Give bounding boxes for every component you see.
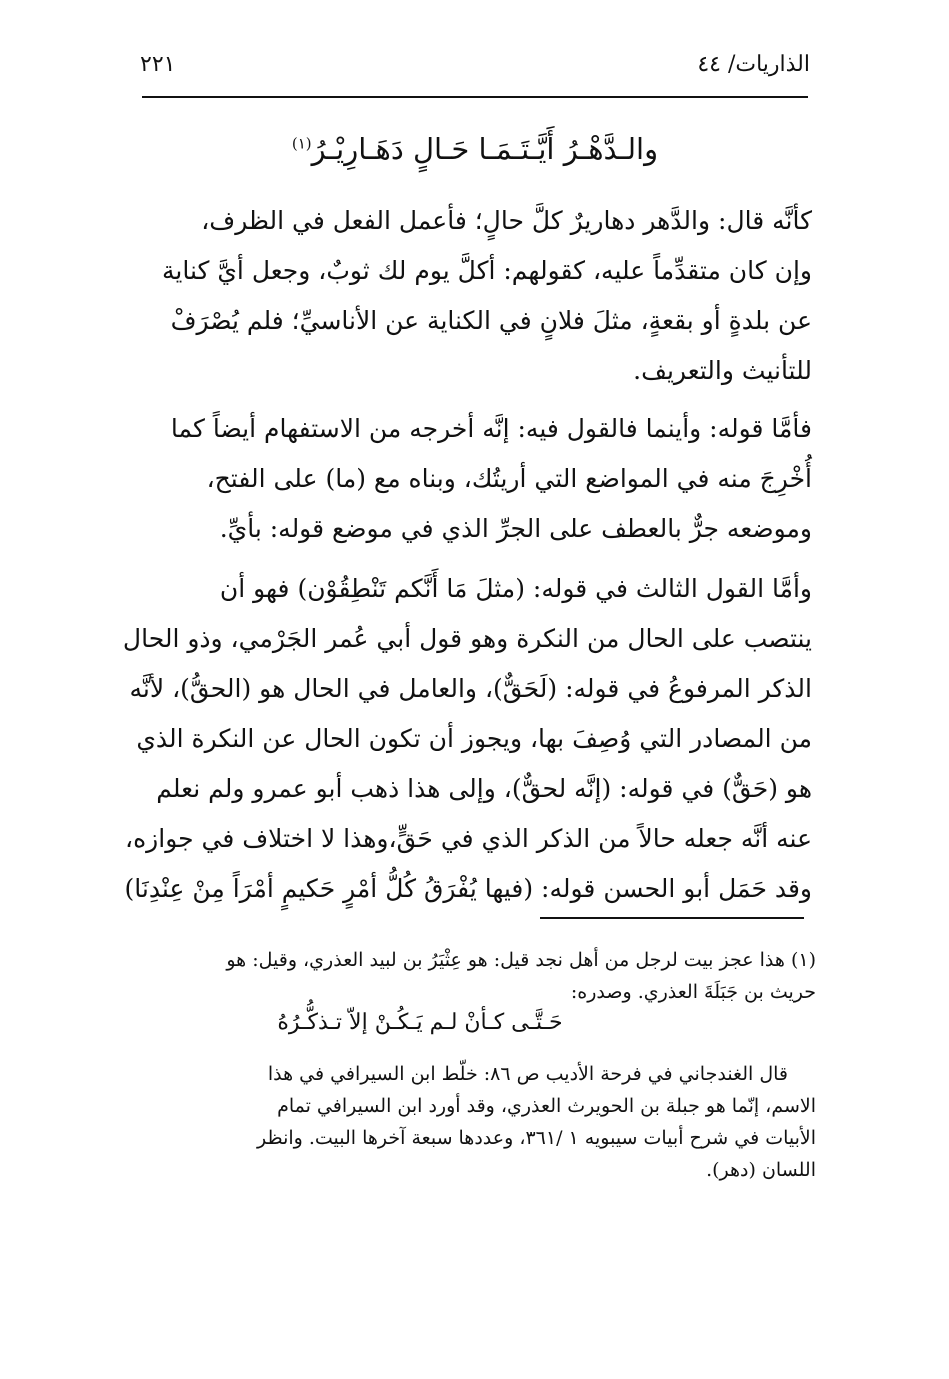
footnote-verse: حَـتَّـى كـأنْ لـم يَـكُـنْ إلاّ تـذكُّـرُهُ	[277, 1010, 563, 1035]
page-number: ٢٢١	[140, 52, 176, 77]
footnote-line: حريث بن جَبَلَةَ العذري. وصدره:	[570, 981, 816, 1003]
verse-text: والـدَّهْـرُ أَيَّـتَـمَـا حَـالٍ دَهَـارِيْـرُ	[311, 132, 659, 166]
paragraph-line: وموضعه جرٌّ بالعطف على الجرِّ الذي في موضع قوله: بأيِّ.	[219, 514, 812, 543]
footnote-line: اللسان (دهر).	[706, 1159, 816, 1181]
footnote-body	[116, 1058, 816, 1186]
paragraph-line: كأنَّه قال: والدَّهر دهاريرٌ كلَّ حالٍ؛ فأعمل الفعل في الظرف،	[201, 206, 812, 235]
paragraph-line: وأمَّا القول الثالث في قوله: (مثلَ مَا أَنَّكم تَنْطِقُوْن) فهو أن	[219, 574, 812, 603]
footnote-line: (١) هذا عجز بيت لرجل من أهل نجد قيل: هو عِثْيَرُ بن لبيد العذري، وقيل: هو	[226, 949, 816, 971]
verse-line	[140, 132, 810, 166]
paragraph-line: هو (حَقٌّ) في قوله: (إنَّه لحقٌّ)، وإلى هذا ذهب أبو عمرو ولم نعلم	[156, 774, 812, 803]
paragraph-line: وقد حَمَل أبو الحسن قوله: (فيها يُفْرَقُ كُلُّ أمْرٍ حَكيمٍ أمْرَاً مِنْ عِنْدِنَا)	[124, 874, 812, 903]
header-title: الذاريات/ ٤٤	[697, 52, 810, 77]
paragraph-line: الذكر المرفوعُ في قوله: (لَحَقٌّ)، والعامل في الحال هو (الحقُّ)، لأنَّه	[129, 674, 812, 703]
footnote-line: الاسم، إنّما هو جبلة بن الحويرث العذري، وقد أورد ابن السيرافي تمام	[277, 1095, 816, 1117]
paragraph-line: أُخْرِجَ منه في المواضع التي أريتُك، وبناه مع (ما) على الفتح،	[206, 464, 812, 493]
paragraph-3	[116, 564, 812, 914]
footnote-rule	[540, 917, 804, 919]
paragraph-line: ينتصب على الحال من النكرة وهو قول أبي عُمر الجَرْمي، وذو الحال	[122, 624, 812, 653]
paragraph-line: من المصادر التي وُصِفَ بها، ويجوز أن تكون الحال عن النكرة الذي	[136, 724, 812, 753]
footnote-line: الأبيات في شرح أبيات سيبويه ١ /٣٦١، وعددها سبعة آخرها البيت. وانظر	[257, 1127, 816, 1149]
paragraph-1	[116, 196, 812, 396]
paragraph-line: وإن كان متقدِّماً عليه، كقولهم: أكلَّ يوم لك ثوبٌ، وجعل أيَّ كناية	[161, 256, 812, 285]
paragraph-2	[116, 404, 812, 554]
paragraph-line: عن بلدةٍ أو بقعةٍ، مثلَ فلانٍ في الكناية عن الأناسيِّ؛ فلم يُصْرَفْ	[170, 306, 812, 335]
footnote-ref: (١)	[291, 134, 312, 153]
running-header	[140, 52, 810, 92]
header-rule	[142, 96, 808, 98]
paragraph-line: للتأنيث والتعريف.	[633, 356, 812, 385]
footnote-intro	[116, 944, 816, 1008]
paragraph-line: فأمَّا قوله: وأينما فالقول فيه: إنَّه أخرجه من الاستفهام أيضاً كما	[170, 414, 812, 443]
footnote-line: قال الغندجاني في فرحة الأديب ص ٨٦: خلّط ابن السيرافي في هذا	[267, 1063, 788, 1085]
paragraph-line: عنه أنَّه جعله حالاً من الذكر الذي في حَقٍّ،وهذا لا اختلاف في جوازه،	[125, 824, 812, 853]
